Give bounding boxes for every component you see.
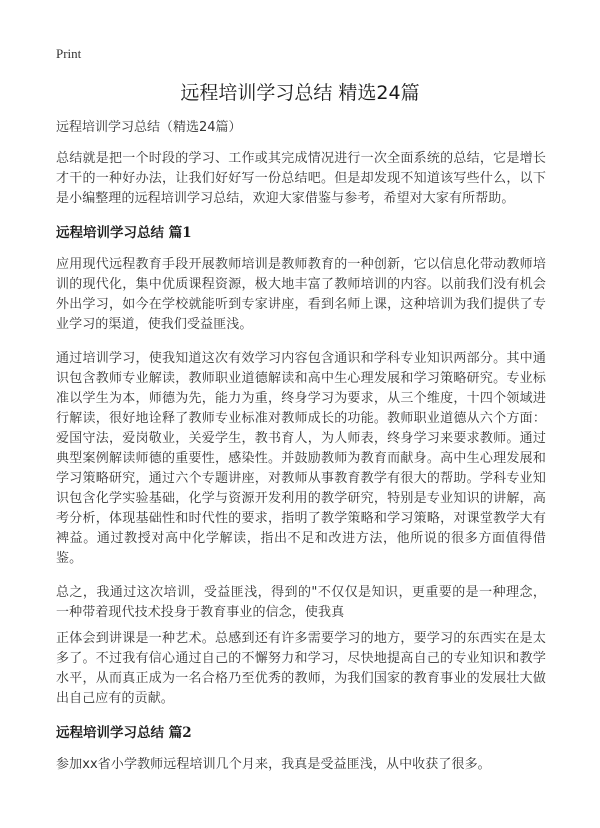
section-1-paragraph-2: 通过培训学习，使我知道这次有效学习内容包含通识和学科专业知识两部分。其中通识包含教师专业解读，教师职业道德解读和高中生心理发展和学习策略研究。专业标准以学生为本，师德为先，能力为重，终身学习为要求，从三个维度，十四个领域进行解读，很好地诠释了教师专业标准对教师成长的功能。教师职业道德从六个方面：爱国守法，爱岗敬业，关爱学生，教书育人，为人师表，终身学习来要求教师。通过典型案例解读师德的重要性，感染性。并鼓励教师为教育而献身。高中生心理发展和学习策略研究，通过六个专题讲座，对教师从事教育教学有很大的帮助。学科专业知识包含化学实验基础，化学与资源开发利用的教学研究，特别是专业知识的讲解，高考分析，体现基础性和时代性的要求，指明了教学策略和学习策略，对课堂教学大有裨益。通过教授对高中化学解读，指出不足和改进方法，他所说的很多方面值得借鉴。 — [56, 351, 546, 566]
document-body — [56, 118, 546, 789]
section-heading-2: 远程培训学习总结 篇2 — [56, 725, 192, 741]
section-1-paragraph-1: 应用现代远程教育手段开展教师培训是教师教育的一种创新，它以信息化带动教师培训的现代化，集中优质课程资源，极大地丰富了教师培训的内容。以前我们没有机会外出学习，如今在学校就能听到专家讲座，看到名师上课，这种培训为我们提供了专业学习的渠道，使我们受益匪浅。 — [56, 257, 546, 332]
document-subtitle: 远程培训学习总结（精选24篇） — [56, 120, 242, 135]
section-1-paragraph-3: 总之，我通过这次培训，受益匪浅，得到的"不仅仅是知识，更重要的是一种理念，一种带着现代技术投身于教育事业的信念，使我真 — [56, 585, 546, 620]
section-heading-1: 远程培训学习总结 篇1 — [56, 225, 192, 241]
page-title: 远程培训学习总结 精选24篇 — [180, 82, 420, 104]
print-link[interactable]: Print — [56, 46, 82, 61]
section-1-paragraph-4: 正体会到讲课是一种艺术。总感到还有许多需要学习的地方，要学习的东西实在是太多了。不过我有信心通过自己的不懈努力和学习，尽快地提高自己的专业知识和教学水平，从而真正成为一名合格乃至优秀的教师，为我们国家的教育事业的发展壮大做出自己应有的贡献。 — [56, 631, 546, 706]
section-2-paragraph-1: 参加xx省小学教师远程培训几个月来，我真是受益匪浅，从中收获了很多。 — [56, 757, 491, 772]
intro-paragraph: 总结就是把一个时段的学习、工作或其完成情况进行一次全面系统的总结，它是增长才干的一种好办法，让我们好好写一份总结吧。但是却发现不知道该写些什么，以下是小编整理的远程培训学习总结，欢迎大家借鉴与参考，希望对大家有所帮助。 — [56, 151, 546, 206]
